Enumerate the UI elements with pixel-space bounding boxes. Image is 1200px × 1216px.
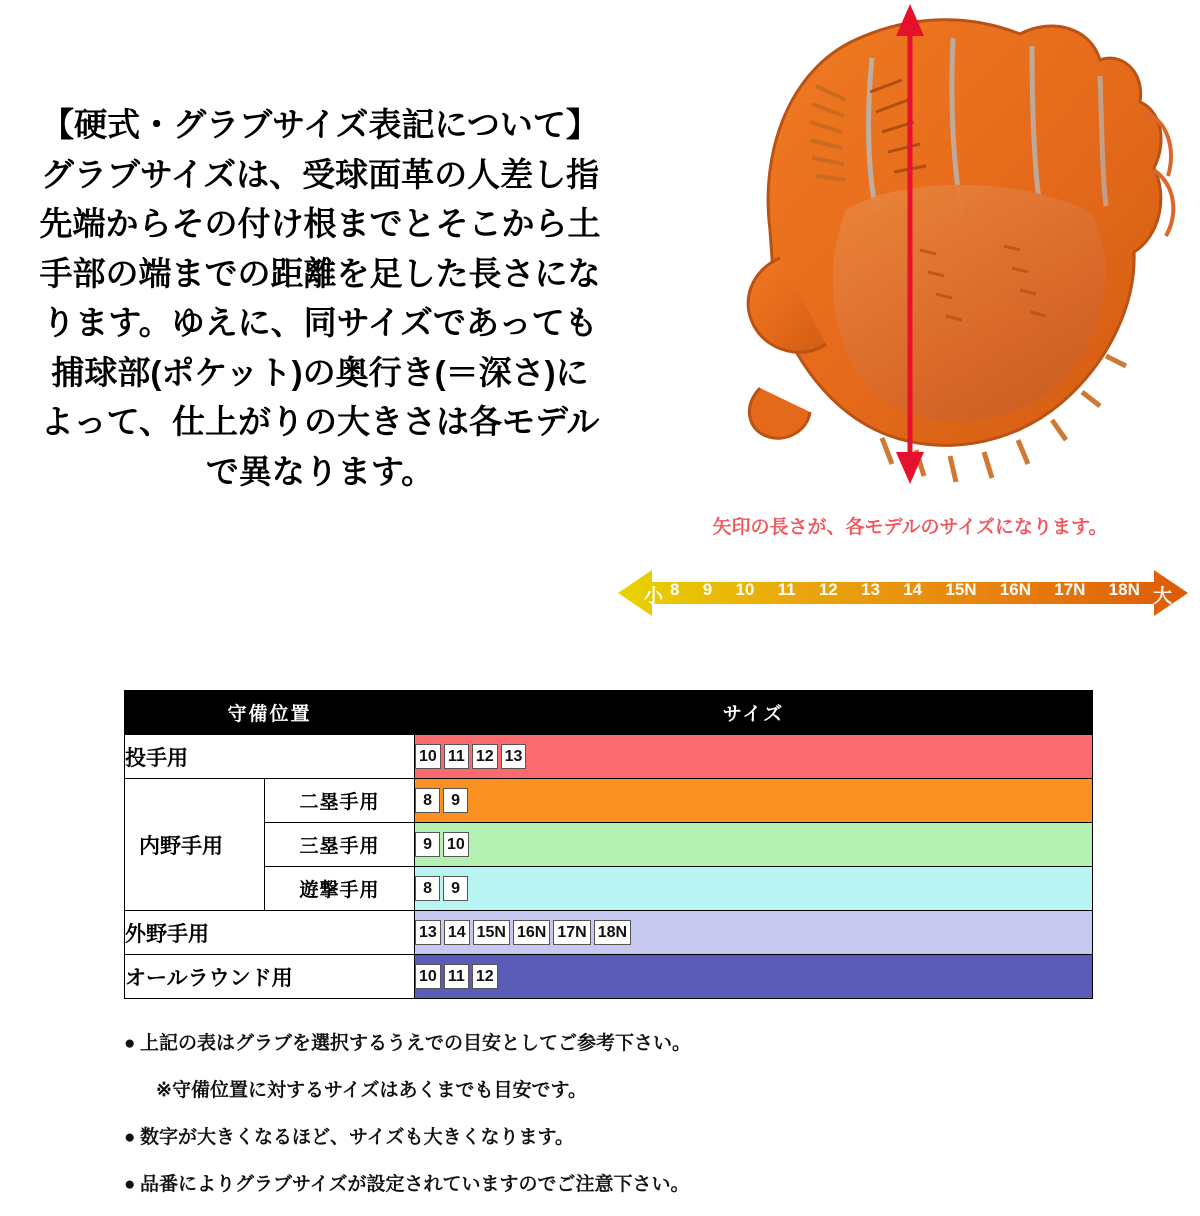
scale-tick: 16N: [999, 580, 1031, 599]
scale-tick: 17N: [1054, 580, 1086, 599]
table-row: [125, 955, 1093, 999]
size-chip: 9: [443, 788, 468, 813]
row-label-allround: オールラウンド用: [125, 955, 415, 999]
size-chip: 13: [501, 744, 527, 769]
chip-group: [415, 788, 1092, 813]
note-bullet: ※: [156, 1080, 172, 1101]
row-sizes-shortstop: [415, 867, 1093, 911]
scale-tick: 12: [818, 580, 838, 599]
table-row: [125, 735, 1093, 779]
note-bullet: ●: [124, 1174, 136, 1195]
note-bullet: ●: [124, 1033, 136, 1054]
row-sizes-third-base: [415, 823, 1093, 867]
glove-illustration: [620, 0, 1200, 500]
scale-tick: 18N: [1108, 580, 1140, 599]
scale-tick-row: [670, 580, 1140, 600]
row-sizes-pitcher: [415, 735, 1093, 779]
row-label-pitcher: 投手用: [125, 735, 415, 779]
row-label-outfielder: 外野手用: [125, 911, 415, 955]
table-row: [125, 823, 1093, 867]
note-item: [124, 1122, 1024, 1149]
note-item: [124, 1028, 1024, 1055]
chip-group: [415, 920, 1092, 945]
note-item: [156, 1075, 1024, 1102]
glove-photo: [620, 0, 1200, 500]
scale-tick: 9: [702, 580, 713, 599]
note-item: [124, 1169, 1024, 1196]
table-row: [125, 867, 1093, 911]
size-table-zone: [124, 690, 1092, 999]
size-chip: 16N: [513, 920, 550, 945]
row-label-infielder: 内野手用: [125, 779, 265, 911]
note-bullet: ●: [124, 1127, 136, 1148]
size-scale-bar: [618, 562, 1188, 624]
size-chip: 12: [472, 744, 498, 769]
size-chip: 10: [415, 964, 441, 989]
size-chip: 9: [415, 832, 440, 857]
row-sizes-outfielder: [415, 911, 1093, 955]
sub-label-shortstop: 遊撃手用: [265, 867, 415, 911]
intro-line: グラブサイズは、受球面革の人差し指: [40, 155, 600, 193]
scale-tick: 11: [777, 580, 796, 599]
scale-tick: 15N: [945, 580, 977, 599]
notes-block: [124, 1028, 1024, 1216]
size-table: [124, 690, 1093, 999]
size-chip: 15N: [473, 920, 510, 945]
size-chip: 10: [443, 832, 469, 857]
chip-group: [415, 876, 1092, 901]
scale-label-small: 小: [644, 586, 664, 607]
size-chip: 10: [415, 744, 441, 769]
note-text: 上記の表はグラブを選択するうえでの目安としてご参考下さい。: [140, 1033, 692, 1054]
header-size: サイズ: [415, 691, 1093, 735]
intro-line: で異なります。: [205, 452, 435, 490]
note-text: 守備位置に対するサイズはあくまでも目安です。: [172, 1080, 587, 1101]
intro-line: 【硬式・グラブサイズ表記について】: [41, 106, 599, 143]
chip-group: [415, 964, 1092, 989]
size-chip: 9: [443, 876, 468, 901]
size-chip: 18N: [594, 920, 631, 945]
size-chip: 11: [444, 744, 469, 769]
size-chip: 14: [444, 920, 470, 945]
sub-label-second-base: 二塁手用: [265, 779, 415, 823]
table-header-row: [125, 691, 1093, 735]
scale-tick: 10: [735, 580, 755, 599]
arrow-caption: 矢印の長さが、各モデルのサイズになります。: [712, 517, 1108, 538]
note-text: 品番によりグラブサイズが設定されていますのでご注意下さい。: [140, 1174, 690, 1195]
scale-label-big: 大: [1152, 586, 1172, 607]
scale-tick: 8: [670, 580, 680, 599]
table-row: [125, 911, 1093, 955]
intro-line: ります。ゆえに、同サイズであっても: [42, 304, 598, 341]
chip-group: [415, 832, 1092, 857]
intro-line: 先端からその付け根までとそこから土: [39, 205, 601, 242]
row-sizes-second-base: [415, 779, 1093, 823]
header-position: 守備位置: [125, 691, 415, 735]
scale-tick: 14: [903, 580, 923, 599]
size-chip: 17N: [553, 920, 590, 945]
intro-line: よって、仕上がりの大きさは各モデル: [40, 403, 600, 440]
chip-group: [415, 744, 1092, 769]
scale-tick: 13: [861, 580, 880, 599]
size-chip: 8: [415, 788, 440, 813]
size-chip: 13: [415, 920, 441, 945]
row-sizes-allround: [415, 955, 1093, 999]
sub-label-third-base: 三塁手用: [265, 823, 415, 867]
intro-text-block: [0, 100, 640, 496]
intro-line: 捕球部(ポケット)の奥行き(＝深さ)に: [51, 353, 589, 391]
table-row: [125, 779, 1093, 823]
intro-line: 手部の端までの距離を足した長さにな: [39, 254, 601, 292]
size-chip: 12: [472, 964, 498, 989]
size-chip: 11: [444, 964, 469, 989]
note-text: 数字が大きくなるほど、サイズも大きくなります。: [140, 1127, 574, 1148]
size-chip: 8: [415, 876, 440, 901]
